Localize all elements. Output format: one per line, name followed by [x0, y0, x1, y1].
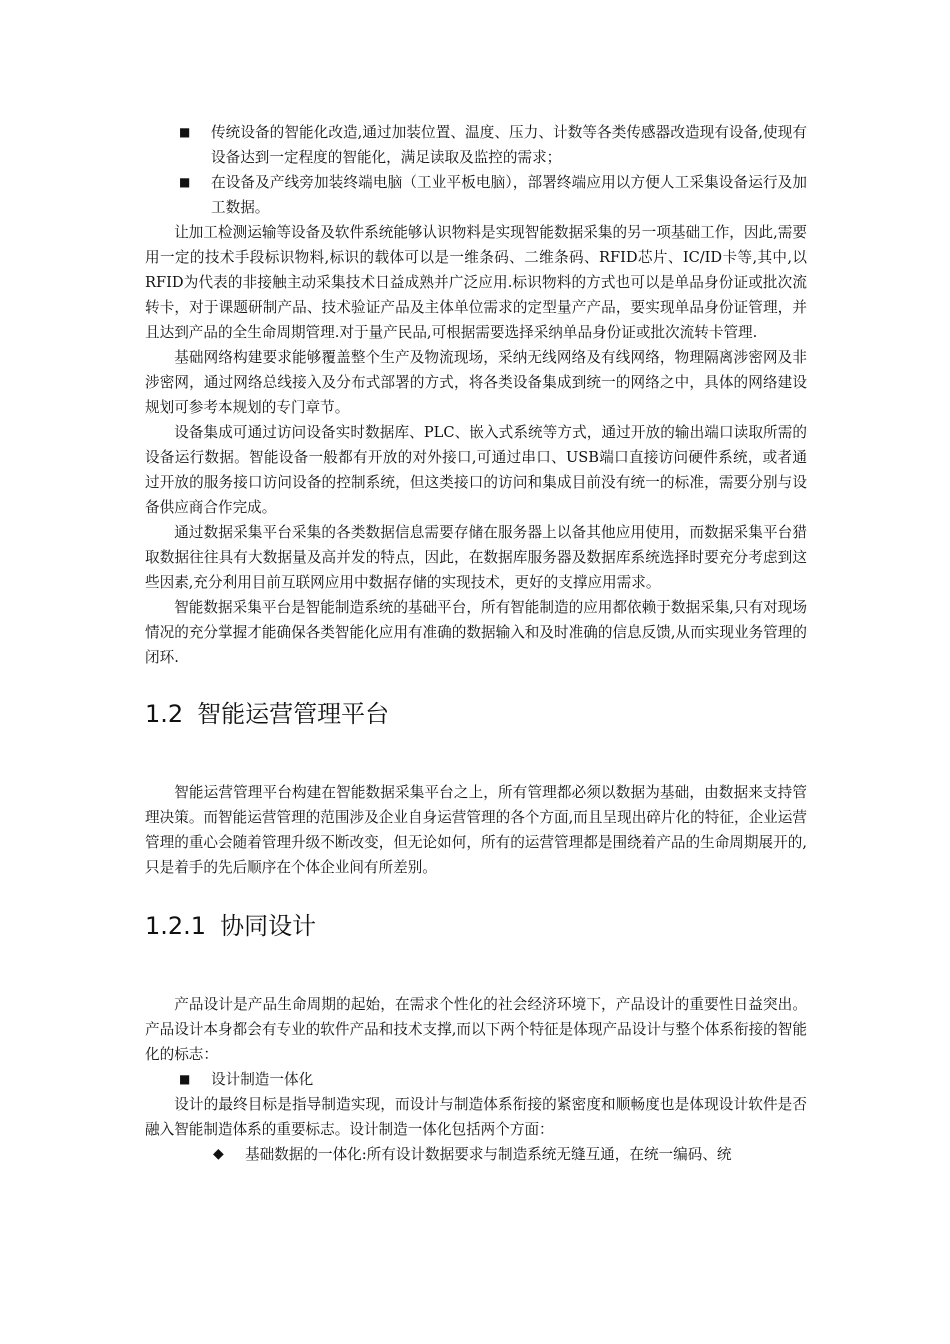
body-paragraph: 产品设计是产品生命周期的起始，在需求个性化的社会经济环境下，产品设计的重要性日益突出。产品设计本身都会有专业的软件产品和技术支撑,而以下两个特征是体现产品设计与整个体系衔接的智能化的标志：: [145, 996, 807, 1063]
square-bullet-icon: ■: [179, 125, 191, 139]
body-paragraph: 智能数据采集平台是智能制造系统的基础平台，所有智能制造的应用都依赖于数据采集,只有对现场情况的充分掌握才能确保各类智能化应用有准确的数据输入和及时准确的信息反馈,从而实现业务管理的闭环.: [145, 599, 807, 666]
list-item: [145, 1142, 807, 1167]
list-item-text: 设计制造一体化: [211, 1071, 314, 1088]
section-number: 1.2: [145, 700, 184, 728]
document-page: [145, 120, 807, 1167]
section-heading: [145, 698, 807, 730]
list-item-text: 基础数据的一体化:所有设计数据要求与制造系统无缝互通，在统一编码、统: [245, 1146, 732, 1163]
subsection-number: 1.2.1: [145, 912, 207, 940]
list-item: [145, 170, 807, 220]
body-paragraph: 基础网络构建要求能够覆盖整个生产及物流现场，采纳无线网络及有线网络，物理隔离涉密网及非涉密网，通过网络总线接入及分布式部署的方式，将各类设备集成到统一的网络之中，具体的网络建设规划可参考本规划的专门章节。: [145, 349, 807, 416]
body-paragraph: 让加工检测运输等设备及软件系统能够认识物料是实现智能数据采集的另一项基础工作，因此,需要用一定的技术手段标识物料,标识的载体可以是一维条码、二维条码、RFID芯片、IC/ID卡等,其中,以RFID为代表的非接触主动采集技术日益成熟并广泛应用.标识物料的方式也可以是单品身份证或批次流转卡，对于课题研制产品、技术验证产品及主体单位需求的定型量产产品，要实现单品身份证管理，并且达到产品的全生命周期管理.对于量产民品,可根据需要选择采纳单品身份证或批次流转卡管理.: [145, 224, 807, 341]
square-bullet-icon: ■: [179, 175, 191, 189]
list-item: [145, 1067, 807, 1092]
body-paragraph: 设备集成可通过访问设备实时数据库、PLC、嵌入式系统等方式，通过开放的输出端口读取所需的设备运行数据。智能设备一般都有开放的对外接口,可通过串口、USB端口直接访问硬件系统，或者通过开放的服务接口访问设备的控制系统，但这类接口的访问和集成目前没有统一的标准，需要分别与设备供应商合作完成。: [145, 424, 807, 516]
subsection-title: 协同设计: [220, 912, 317, 940]
body-paragraph: 设计的最终目标是指导制造实现，而设计与制造体系衔接的紧密度和顺畅度也是体现设计软件是否融入智能制造体系的重要标志。设计制造一体化包括两个方面：: [145, 1096, 807, 1138]
subsection-heading: [145, 910, 807, 942]
list-item-text: 传统设备的智能化改造,通过加装位置、温度、压力、计数等各类传感器改造现有设备,使现有设备达到一定程度的智能化，满足读取及监控的需求；: [211, 124, 807, 166]
section-title: 智能运营管理平台: [197, 700, 390, 728]
body-paragraph: 通过数据采集平台采集的各类数据信息需要存储在服务器上以备其他应用使用，而数据采集平台猎取数据往往具有大数据量及高并发的特点，因此，在数据库服务器及数据库系统选择时要充分考虑到这些因素,充分利用目前互联网应用中数据存储的实现技术，更好的支撑应用需求。: [145, 524, 807, 591]
diamond-bullet-icon: ◆: [213, 1146, 224, 1162]
square-bullet-icon: ■: [179, 1072, 191, 1086]
body-paragraph: 智能运营管理平台构建在智能数据采集平台之上，所有管理都必须以数据为基础，由数据来支持管理决策。而智能运营管理的范围涉及企业自身运营管理的各个方面,而且呈现出碎片化的特征，企业运营管理的重心会随着管理升级不断改变，但无论如何，所有的运营管理都是围绕着产品的生命周期展开的,只是着手的先后顺序在个体企业间有所差别。: [145, 784, 807, 876]
list-item: [145, 120, 807, 170]
list-item-text: 在设备及产线旁加装终端电脑（工业平板电脑），部署终端应用以方便人工采集设备运行及加工数据。: [211, 174, 807, 216]
